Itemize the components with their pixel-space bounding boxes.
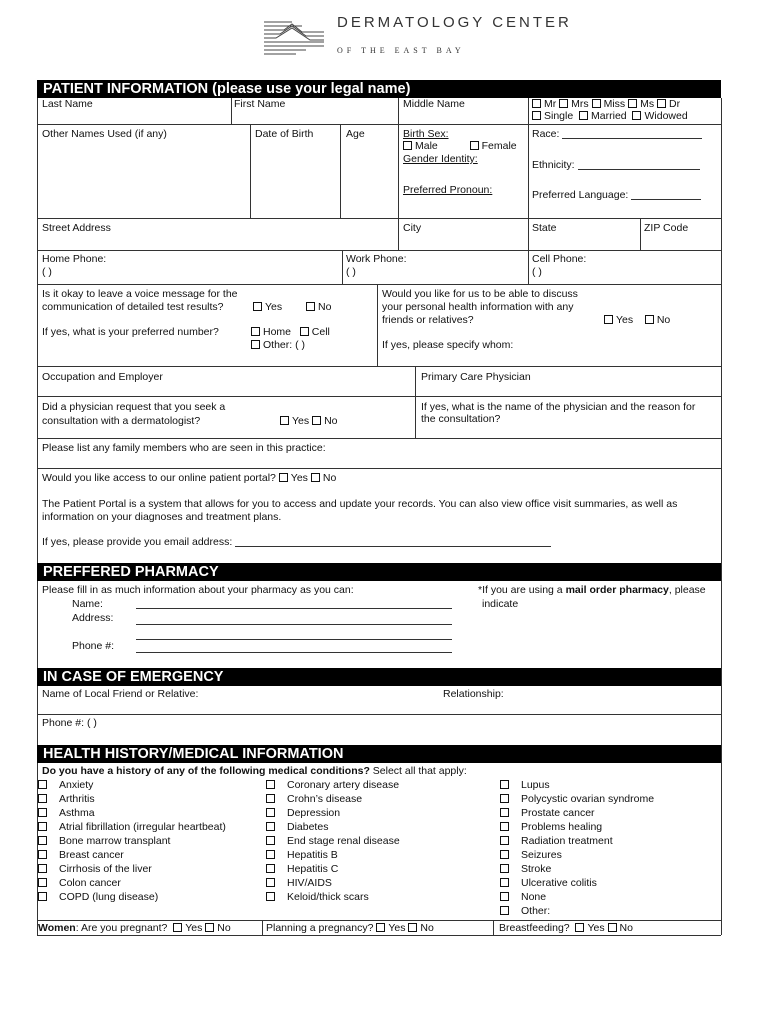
specify-whom-label: If yes, please specify whom: [382,339,514,351]
mountain-logo-icon [262,12,326,58]
condition-item [500,891,546,904]
male-checkbox[interactable] [403,141,412,150]
logo [262,12,326,58]
condition-checkbox[interactable] [500,808,509,817]
preferred-number-question: If yes, what is your preferred number? [42,326,219,338]
condition-item [38,835,170,848]
planning-no-checkbox[interactable] [408,923,417,932]
birth-sex-options: Male Female [403,140,517,153]
other-names-label: Other Names Used (if any) [42,128,167,140]
discuss-no-checkbox[interactable] [645,315,654,324]
pregnant-no-checkbox[interactable] [205,923,214,932]
condition-item [500,779,550,792]
referral-question-1: Did a physician request that you seek a [42,401,226,413]
condition-checkbox[interactable] [266,808,275,817]
condition-label: End stage renal disease [287,835,400,847]
pharmacy-intro: Please fill in as much information about your pharmacy as you can: [42,584,354,596]
pharmacy-heading: PREFFERED PHARMACY [37,563,721,581]
condition-checkbox[interactable] [266,836,275,845]
condition-label: Radiation treatment [521,835,613,847]
pharmacy-address-label: Address: [72,612,114,624]
dob-label: Date of Birth [255,128,314,140]
condition-item [38,877,121,890]
work-phone-field[interactable]: ( ) [346,266,356,278]
condition-checkbox[interactable] [38,822,47,831]
voicemail-question-2: communication of detailed test results? [42,301,224,313]
condition-item [266,863,338,876]
condition-checkbox[interactable] [500,822,509,831]
voicemail-question-1: Is it okay to leave a voice message for the [42,288,238,300]
voicemail-options: Yes No [253,301,331,314]
condition-label: None [521,891,547,903]
mail-order-note: *If you are using a mail order pharmacy, please [478,584,706,596]
condition-item [38,779,93,792]
first-name-label: First Name [234,98,286,110]
ethnicity-field[interactable]: Ethnicity: [532,159,700,172]
condition-checkbox[interactable] [500,864,509,873]
emergency-name-label: Name of Local Friend or Relative: [42,688,199,700]
condition-label: Diabetes [287,821,329,833]
condition-item [38,849,124,862]
condition-item [266,877,332,890]
condition-label: Lupus [521,779,550,791]
referral-name-question-2: the consultation? [421,413,501,425]
voicemail-yes-checkbox[interactable] [253,302,262,311]
race-field[interactable]: Race: [532,128,702,141]
condition-checkbox[interactable] [266,822,275,831]
condition-item [38,793,95,806]
condition-item [38,821,226,834]
pregnant-yes-checkbox[interactable] [173,923,182,932]
portal-yes-checkbox[interactable] [279,473,288,482]
condition-checkbox[interactable] [38,864,47,873]
condition-label: Crohn’s disease [287,793,363,805]
condition-label: Colon cancer [59,877,121,889]
title-dr-checkbox[interactable] [657,99,666,108]
condition-checkbox[interactable] [500,850,509,859]
condition-checkbox[interactable] [500,892,509,901]
condition-item [266,779,399,792]
referral-options: Yes No [280,415,338,428]
condition-label: Hepatitis B [287,849,338,861]
condition-item [266,807,340,820]
city-label: City [403,222,422,234]
pharmacy-phone-field[interactable] [136,640,452,653]
home-phone-field[interactable]: ( ) [42,266,52,278]
condition-label: Keloid/thick scars [287,891,369,903]
condition-item [500,863,551,876]
cell-phone-label: Cell Phone: [532,253,587,265]
pharmacy-address-field-2[interactable] [136,627,452,640]
preferred-number-options: Home Cell [251,326,330,339]
condition-item [266,821,328,834]
pharmacy-phone-label: Phone #: [72,640,115,652]
discuss-options: Yes No [604,314,670,327]
middle-name-label: Middle Name [403,98,465,110]
home-phone-label: Home Phone: [42,253,107,265]
work-phone-label: Work Phone: [346,253,407,265]
referral-name-question-1: If yes, what is the name of the physician and the reason for [421,401,696,413]
family-members-label: Please list any family members who are seen in this practice: [42,442,326,454]
discuss-yes-checkbox[interactable] [604,315,613,324]
email-field[interactable]: If yes, please provide you email address: [42,536,551,549]
condition-checkbox[interactable] [266,794,275,803]
discuss-question-3: friends or relatives? [382,314,474,326]
condition-checkbox[interactable] [38,878,47,887]
condition-checkbox[interactable] [500,906,509,915]
title-mrs-checkbox[interactable] [559,99,568,108]
condition-label: Hepatitis C [287,863,339,875]
street-address-label: Street Address [42,222,111,234]
condition-label: Asthma [59,807,95,819]
title-ms-checkbox[interactable] [628,99,637,108]
preferred-pronoun-label: Preferred Pronoun: [403,184,493,196]
clinic-name: DERMATOLOGY CENTER [337,14,572,31]
referral-question-2: consultation with a dermatologist? [42,415,201,427]
patient-information-heading: PATIENT INFORMATION (please use your legal name) [37,80,721,98]
condition-item [500,821,602,834]
breastfeeding-question: Breastfeeding? Yes No [499,922,633,934]
condition-label: HIV/AIDS [287,877,332,889]
age-label: Age [346,128,365,140]
condition-checkbox[interactable] [500,878,509,887]
title-mr-checkbox[interactable] [532,99,541,108]
condition-checkbox[interactable] [266,864,275,873]
referral-yes-checkbox[interactable] [280,416,289,425]
emergency-relationship-label: Relationship: [443,688,504,700]
married-checkbox[interactable] [579,111,588,120]
conditions-question: Do you have a history of any of the following medical conditions? Select all that apply: [42,765,467,777]
portal-no-checkbox[interactable] [311,473,320,482]
condition-label: Atrial fibrillation (irregular heartbeat) [59,821,226,833]
state-label: State [532,222,557,234]
condition-checkbox[interactable] [266,850,275,859]
condition-checkbox[interactable] [500,780,509,789]
cell-checkbox[interactable] [300,327,309,336]
condition-item [500,905,550,918]
condition-item [266,849,338,862]
condition-label: Ulcerative colitis [521,877,597,889]
birth-sex-label: Birth Sex: [403,128,449,140]
primary-care-physician-label: Primary Care Physician [421,371,531,383]
other-number-option: Other: ( ) [251,339,305,352]
portal-question: Would you like access to our online patient portal? Yes No [42,472,337,484]
condition-label: Depression [287,807,341,819]
discuss-question-2: your personal health information with any [382,301,574,313]
condition-checkbox[interactable] [38,794,47,803]
condition-checkbox[interactable] [500,794,509,803]
condition-checkbox[interactable] [266,878,275,887]
emergency-phone-field[interactable]: Phone #: ( ) [42,717,97,729]
occupation-label: Occupation and Employer [42,371,163,383]
cell-phone-field[interactable]: ( ) [532,266,542,278]
condition-item [38,891,158,904]
condition-item [266,835,400,848]
condition-item [500,835,613,848]
referral-no-checkbox[interactable] [312,416,321,425]
condition-label: Bone marrow transplant [59,835,171,847]
condition-label: Cirrhosis of the liver [59,863,152,875]
single-checkbox[interactable] [532,111,541,120]
condition-label: Prostate cancer [521,807,595,819]
emergency-heading: IN CASE OF EMERGENCY [37,668,721,686]
widowed-checkbox[interactable] [632,111,641,120]
female-checkbox[interactable] [470,141,479,150]
condition-item [500,793,654,806]
pharmacy-address-field-1[interactable] [136,612,452,625]
other-checkbox[interactable] [251,340,260,349]
condition-item [500,807,595,820]
condition-item [266,891,369,904]
condition-checkbox[interactable] [266,892,275,901]
condition-item [500,849,562,862]
breastfeeding-no-checkbox[interactable] [608,923,617,932]
title-miss-checkbox[interactable] [592,99,601,108]
condition-label: COPD (lung disease) [59,891,159,903]
condition-checkbox[interactable] [38,780,47,789]
condition-checkbox[interactable] [38,850,47,859]
last-name-label: Last Name [42,98,93,110]
discuss-question-1: Would you like for us to be able to discuss [382,288,578,300]
pregnant-question: Women: Are you pregnant? Yes No [38,922,231,934]
condition-item [38,807,95,820]
home-checkbox[interactable] [251,327,260,336]
condition-item [266,793,362,806]
condition-label: Arthritis [59,793,95,805]
condition-item [500,877,597,890]
condition-checkbox[interactable] [266,780,275,789]
portal-description-1: The Patient Portal is a system that allows for you to access and update your records. You can also view office visit summaries, as well as [42,498,678,510]
health-history-heading: HEALTH HISTORY/MEDICAL INFORMATION [37,745,721,763]
planning-yes-checkbox[interactable] [376,923,385,932]
condition-label: Seizures [521,849,562,861]
title-options: Mr Mrs Miss Ms Dr [532,98,680,111]
gender-identity-label: Gender Identity: [403,153,478,165]
condition-item [38,863,152,876]
zip-code-label: ZIP Code [644,222,689,234]
pharmacy-name-label: Name: [72,598,103,610]
voicemail-no-checkbox[interactable] [306,302,315,311]
condition-checkbox[interactable] [38,836,47,845]
condition-label: Coronary artery disease [287,779,400,791]
condition-label: Anxiety [59,779,94,791]
preferred-language-field[interactable]: Preferred Language: [532,189,701,202]
mail-order-indicate: indicate [482,598,519,610]
condition-checkbox[interactable] [500,836,509,845]
condition-label: Other: [521,905,551,917]
condition-checkbox[interactable] [38,892,47,901]
condition-label: Stroke [521,863,552,875]
condition-label: Breast cancer [59,849,124,861]
breastfeeding-yes-checkbox[interactable] [575,923,584,932]
marital-options: Single Married Widowed [532,110,688,123]
pharmacy-name-field[interactable] [136,596,452,609]
clinic-subtitle: OF THE EAST BAY [337,46,465,55]
portal-description-2: information on your diagnoses and treatment plans. [42,511,282,523]
planning-question: Planning a pregnancy? Yes No [266,922,434,934]
condition-label: Polycystic ovarian syndrome [521,793,655,805]
condition-checkbox[interactable] [38,808,47,817]
condition-label: Problems healing [521,821,603,833]
